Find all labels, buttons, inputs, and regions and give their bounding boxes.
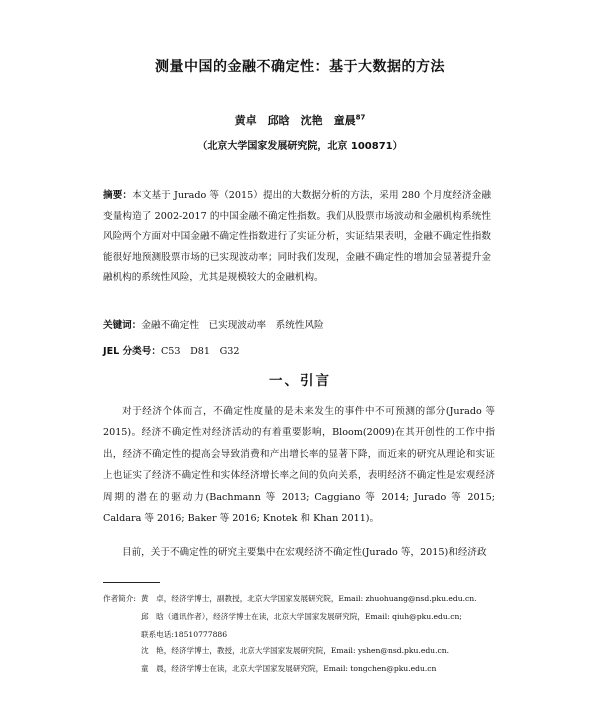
abstract xyxy=(103,186,491,289)
author-superscript: 87 xyxy=(355,113,366,122)
intro-paragraph-1: 对于经济个体而言，不确定性度量的是未来发生的事件中不可预测的部分(Jurado 等 2015)。经济不确定性对经济活动的有着重要影响，Bloom(2009)在其开创性的工作中指出，经济不确定性的提高会导致消费和产出增长率的显著下降，而近来的研究从理论和实证上也证实了经济不确定性和实体经济增长率之间的负向关系，表明经济不确定性是宏观经济周期的潜在的驱动力(Bachmann 等 2013; Caggiano 等 2014; Jurado 等 2015; Caldara 等 2016; Baker 等 2016; Knotek 和 Khan 2011)。 xyxy=(103,406,495,525)
keywords-text: 金融不确定性 已实现波动率 系统性风险 xyxy=(141,320,324,331)
footnote-row xyxy=(103,663,503,675)
paper-title: 测量中国的金融不确定性：基于大数据的方法 xyxy=(155,59,445,75)
keywords xyxy=(103,319,493,333)
intro-paragraph-2: 目前，关于不确定性的研究主要集中在宏观经济不确定性(Jurado 等，2015)和经济政 xyxy=(122,547,487,558)
footnote-author-name: 沈 艳， xyxy=(141,646,172,655)
jel-codes xyxy=(103,345,493,359)
footnote-row xyxy=(103,629,503,641)
footnote-row xyxy=(103,593,503,605)
footnote-author-name: 童 晨， xyxy=(141,664,172,673)
footnote-author-name: 黄 卓， xyxy=(141,594,172,603)
footnote-author-text: 经济学博士，副教授，北京大学国家发展研究院，Email: zhuohuang@nsd.pku.edu.cn. xyxy=(171,594,477,603)
footnote-author-text: 经济学博士，教授，北京大学国家发展研究院，Email: yshen@nsd.pku.edu.cn. xyxy=(171,646,450,655)
footnote-divider xyxy=(103,582,160,583)
abstract-label: 摘要： xyxy=(103,190,133,201)
section-heading: 一、引言 xyxy=(269,373,331,389)
keywords-label: 关键词： xyxy=(103,320,142,331)
author-list xyxy=(0,112,600,128)
abstract-text: 本文基于 Jurado 等（2015）提出的大数据分析的方法，采用 280 个月度经济金融变量构造了 2002-2017 的中国金融不确定性指数。我们从股票市场波动和金融机构系统性风险两个方面对中国金融不确定性指数进行了实证分析，实证结果表明，金融不确定性指数能很好地预测股票市场的已实现波动率；同时我们发现，金融不确定性的增加会显著提升金融机构的系统性风险，尤其是规模较大的金融机构。 xyxy=(103,190,491,284)
author-names: 黄卓 邱晗 沈艳 童晨 xyxy=(234,114,356,127)
footnote-author-text: 经济学博士在读，北京大学国家发展研究院，Email: qiuh@pku.edu.cn; xyxy=(213,612,462,621)
jel-label: JEL 分类号： xyxy=(103,346,161,357)
footnote-author-text: 经济学博士在读，北京大学国家发展研究院，Email: tongchen@pku.edu.cn xyxy=(171,664,437,673)
footnote-author-name: 邱 晗（通讯作者）， xyxy=(141,612,214,621)
footnote-author-text: 联系电话:18510777886 xyxy=(141,630,228,639)
footnote-row xyxy=(103,611,503,623)
jel-text: C53 D81 G32 xyxy=(160,346,240,357)
footnote-label: 作者简介: xyxy=(103,594,136,603)
affiliation: （北京大学国家发展研究院，北京 100871） xyxy=(197,141,403,152)
footnote-row xyxy=(103,645,503,657)
